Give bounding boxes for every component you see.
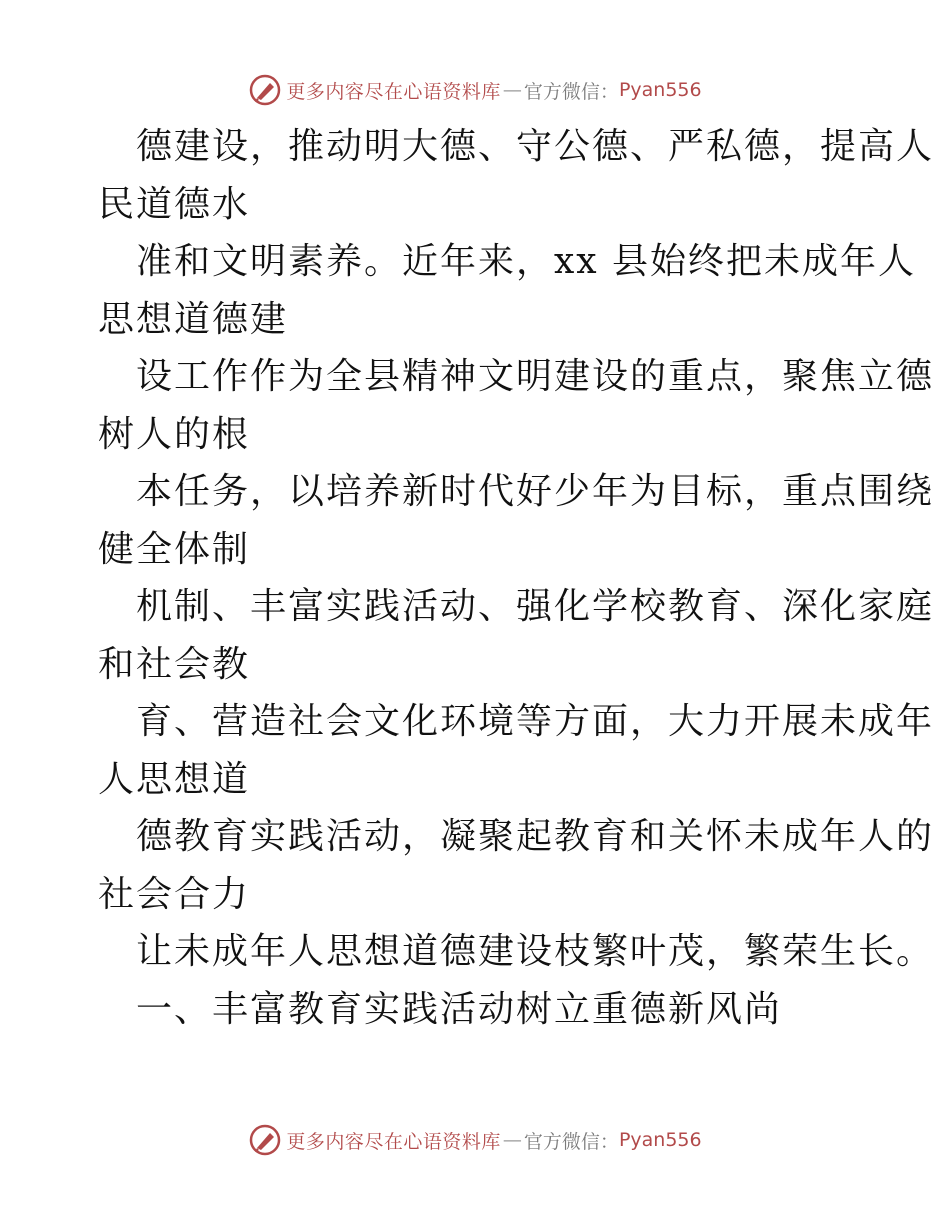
watermark-wechat-id: Pyan556 — [618, 1129, 702, 1151]
body-line: 准和文明素养。近年来，xx 县始终把未成年人 — [136, 241, 917, 282]
body-line: 让未成年人思想道德建设枝繁叶茂，繁荣生长。 — [136, 931, 935, 972]
body-line: 和社会教 — [98, 643, 251, 685]
section-heading: 一、丰富教育实践活动树立重德新风尚 — [136, 988, 783, 1030]
body-line: 设工作作为全县精神文明建设的重点，聚焦立德 — [136, 356, 935, 397]
watermark-site-text: 更多内容尽在心语资料库 — [286, 80, 501, 103]
body-line: 本任务，以培养新时代好少年为目标，重点围绕 — [136, 471, 935, 512]
pen-logo-icon — [248, 1123, 282, 1157]
body-line: 机制、丰富实践活动、强化学校教育、深化家庭 — [136, 586, 935, 627]
watermark-label: 官方微信： — [523, 1130, 619, 1153]
watermark-separator: — — [502, 79, 522, 101]
body-line: 育、营造社会文化环境等方面，大力开展未成年 — [136, 701, 935, 742]
body-line: 树人的根 — [98, 413, 251, 455]
body-line: 德建设，推动明大德、守公德、严私德，提高人 — [136, 126, 935, 167]
document-body — [98, 118, 935, 1038]
body-line: 思想道德建 — [98, 298, 289, 340]
header-watermark — [0, 70, 950, 110]
body-line: 健全体制 — [98, 528, 251, 570]
watermark-wechat-id: Pyan556 — [618, 79, 702, 101]
watermark-separator: — — [502, 1129, 522, 1151]
body-line: 民道德水 — [98, 183, 251, 225]
footer-watermark — [0, 1120, 950, 1160]
watermark-label: 官方微信： — [523, 80, 619, 103]
body-line: 德教育实践活动，凝聚起教育和关怀未成年人的 — [136, 816, 935, 857]
pen-logo-icon — [248, 73, 282, 107]
body-line: 社会合力 — [98, 873, 251, 915]
body-line: 人思想道 — [98, 758, 251, 800]
watermark-site-text: 更多内容尽在心语资料库 — [286, 1130, 501, 1153]
